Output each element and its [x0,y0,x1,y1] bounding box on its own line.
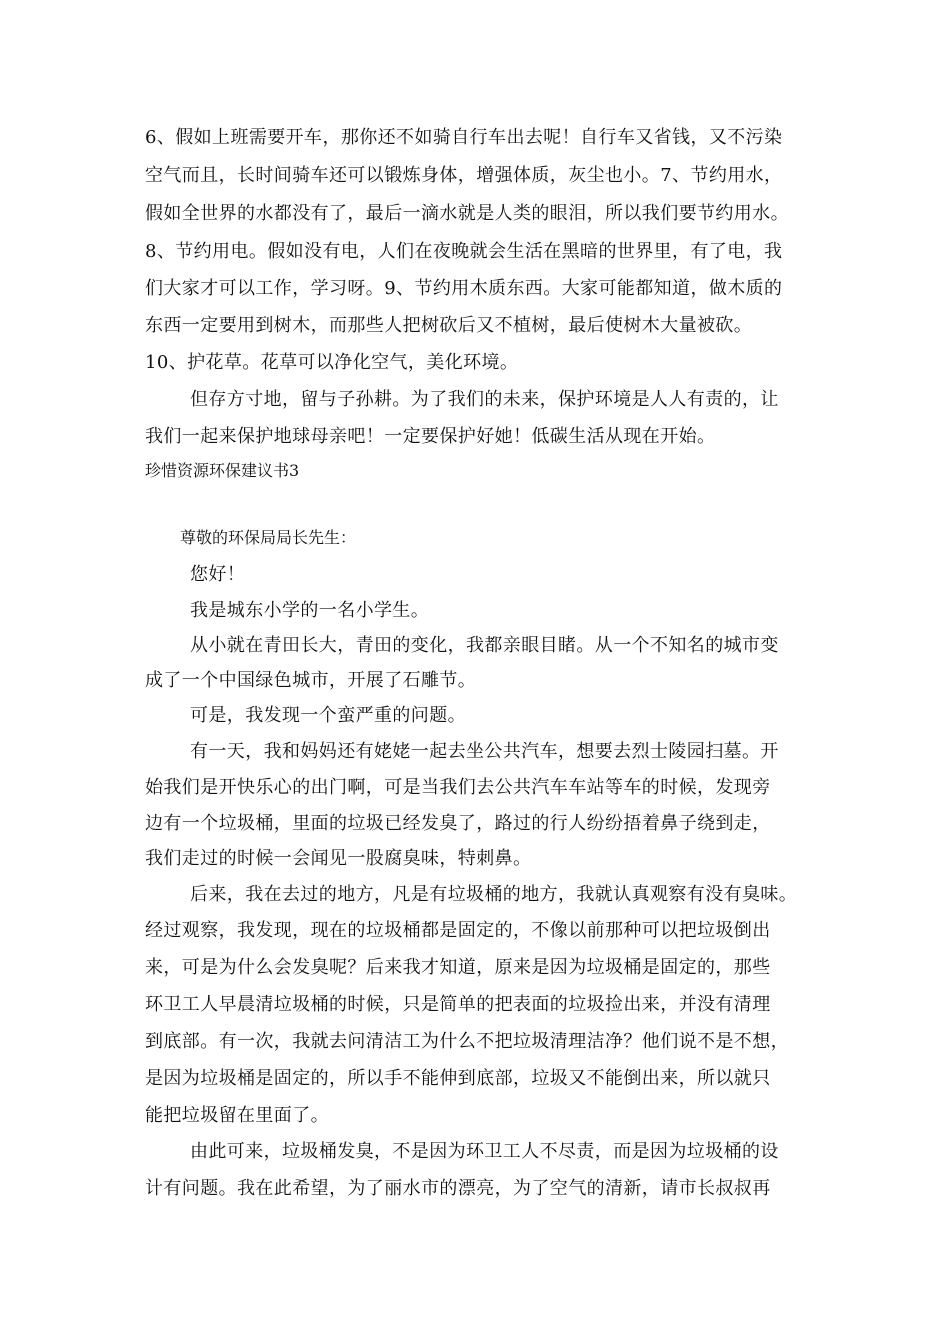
text-line: 8、节约用电。假如没有电，人们在夜晚就会生活在黑暗的世界里，有了电，我 [145,241,783,262]
text-line: 经过观察，我发现，现在的垃圾桶都是固定的，不像以前那种可以把垃圾倒出 [145,920,771,941]
text-line: 们大家才可以工作，学习呀。9、节约用木质东西。大家可能都知道，做木质的 [145,278,783,299]
text-line: 由此可来，垃圾桶发臭，不是因为环卫工人不尽责，而是因为垃圾桶的设 [190,1141,779,1162]
text-line: 到底部。有一次，我就去问清洁工为什么不把垃圾清理洁净？他们说不是不想， [145,1031,789,1052]
text-line: 但存方寸地，留与子孙耕。为了我们的未来，保护环境是人人有责的，让 [190,389,779,410]
text-line: 6、假如上班需要开车，那你还不如骑自行车出去呢！自行车又省钱，又不污染 [145,127,783,148]
letter-greeting: 您好！ [190,564,246,585]
text-line: 可是，我发现一个蛮严重的问题。 [190,705,466,726]
text-line: 假如全世界的水都没有了，最后一滴水就是人类的眼泪，所以我们要节约用水。 [145,203,789,224]
text-line: 成了一个中国绿色城市，开展了石雕节。 [145,670,477,691]
text-line: 环卫工人早晨清垃圾桶的时候，只是简单的把表面的垃圾捡出来，并没有清理 [145,994,771,1015]
letter-intro: 我是城东小学的一名小学生。 [190,600,430,621]
text-line: 从小就在青田长大，青田的变化，我都亲眼目睹。从一个不知名的城市变 [190,635,779,656]
text-line: 边有一个垃圾桶，里面的垃圾已经发臭了，路过的行人纷纷捂着鼻子绕到走， [145,813,771,834]
text-line: 计有问题。我在此希望，为了丽水市的漂亮，为了空气的清新，请市长叔叔再 [145,1178,771,1199]
text-line: 能把垃圾留在里面了。 [145,1105,329,1126]
text-line: 空气而且，长时间骑车还可以锻炼身体，增强体质，灰尘也小。7、节约用水， [145,165,783,186]
text-line: 始我们是开快乐心的出门啊，可是当我们去公共汽车车站等车的时候，发现旁 [145,777,771,798]
text-line: 有一天，我和妈妈还有姥姥一起去坐公共汽车，想要去烈士陵园扫墓。开 [190,741,779,762]
text-line: 后来，我在去过的地方，凡是有垃圾桶的地方，我就认真观察有没有臭味。 [190,884,798,905]
text-line: 10、护花草。花草可以净化空气，美化环境。 [145,352,519,373]
text-line: 我们走过的时候一会闻见一股腐臭味，特刺鼻。 [145,848,532,869]
text-line: 来，可是为什么会发臭呢？后来我才知道，原来是因为垃圾桶是固定的，那些 [145,957,771,978]
text-line: 是因为垃圾桶是固定的，所以手不能伸到底部，垃圾又不能倒出来，所以就只 [145,1068,771,1089]
text-line: 我们一起来保护地球母亲吧！一定要保护好她！低碳生活从现在开始。 [145,426,716,447]
text-line: 东西一定要用到树木，而那些人把树砍后又不植树，最后使树木大量被砍。 [145,315,753,336]
section-title: 珍惜资源环保建议书3 [145,461,300,480]
letter-salutation: 尊敬的环保局局长先生： [180,528,357,547]
